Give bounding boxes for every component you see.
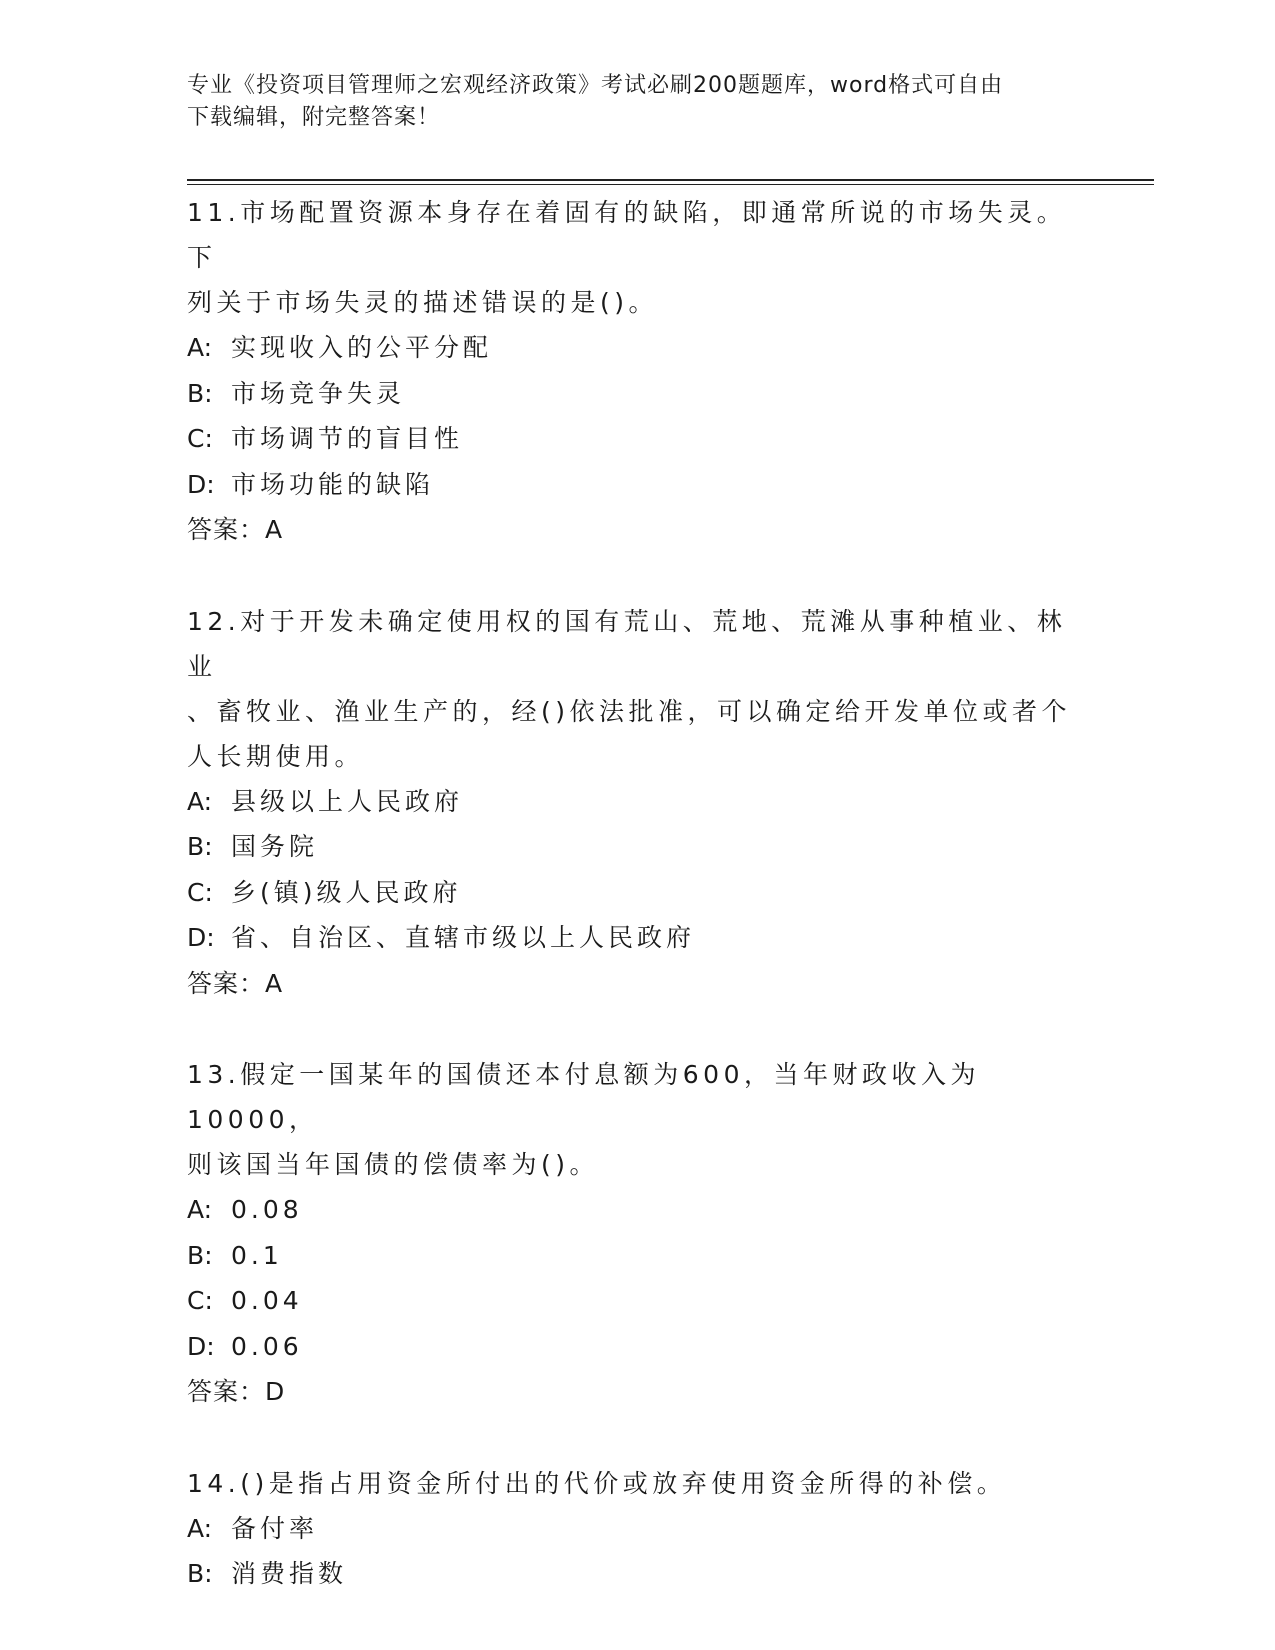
question-stem <box>187 599 1087 779</box>
option-text: 市场竞争失灵 <box>231 378 406 408</box>
answer-text: 答案：D <box>187 1377 286 1406</box>
option-label: C: <box>187 877 213 907</box>
option-label: B: <box>187 378 213 408</box>
option-label: A: <box>187 1513 213 1543</box>
question-stem <box>187 1052 1087 1187</box>
option-a <box>187 779 1087 825</box>
question-11 <box>187 190 1087 553</box>
option-label: C: <box>187 424 213 453</box>
option-text: 0.1 <box>231 1240 283 1270</box>
option-label: B: <box>187 1240 213 1270</box>
stem-line: 、畜牧业、渔业生产的，经()依法批准，可以确定给开发单位或者个 <box>187 696 1072 726</box>
option-text: 市场功能的缺陷 <box>231 469 435 499</box>
option-label: A: <box>187 333 213 362</box>
option-b <box>187 824 1087 870</box>
option-text: 国务院 <box>231 832 319 861</box>
option-text: 乡(镇)级人民政府 <box>231 877 462 907</box>
header-divider-thick <box>187 179 1154 181</box>
option-label: D: <box>187 1331 215 1361</box>
question-13 <box>187 1052 1087 1415</box>
option-a <box>187 1187 1087 1233</box>
option-a <box>187 1506 1087 1552</box>
header-divider-thin <box>187 184 1154 185</box>
option-b <box>187 1233 1087 1279</box>
option-d <box>187 915 1087 961</box>
stem-line: 14.()是指占用资金所付出的代价或放弃使用资金所得的补偿。 <box>187 1468 1007 1498</box>
option-text: 县级以上人民政府 <box>231 786 464 816</box>
option-label: B: <box>187 1559 213 1588</box>
option-b <box>187 1551 1087 1597</box>
header-line-2: 下载编辑，附完整答案！ <box>187 105 441 130</box>
option-text: 省、自治区、直辖市级以上人民政府 <box>231 923 696 952</box>
question-stem <box>187 1461 1087 1506</box>
option-label: D: <box>187 923 215 952</box>
option-a <box>187 325 1087 371</box>
option-label: D: <box>187 469 215 499</box>
option-text: 市场调节的盲目性 <box>231 424 464 453</box>
option-c <box>187 870 1087 916</box>
option-d <box>187 462 1087 508</box>
option-text: 0.06 <box>231 1331 303 1361</box>
stem-line: 列关于市场失灵的描述错误的是()。 <box>187 288 659 317</box>
option-text: 消费指数 <box>231 1559 348 1588</box>
stem-line: 人长期使用。 <box>187 741 365 771</box>
question-stem <box>187 190 1087 325</box>
question-12 <box>187 599 1087 1007</box>
answer-text: 答案：A <box>187 968 284 998</box>
option-c <box>187 1278 1087 1324</box>
option-text: 实现收入的公平分配 <box>231 333 493 362</box>
option-c <box>187 416 1087 462</box>
answer-text: 答案：A <box>187 515 284 544</box>
option-text: 0.04 <box>231 1286 303 1315</box>
stem-line: 11.市场配置资源本身存在着固有的缺陷，即通常所说的市场失灵。下 <box>187 198 1067 272</box>
stem-line: 12.对于开发未确定使用权的国有荒山、荒地、荒滩从事种植业、林业 <box>187 606 1067 681</box>
stem-line: 则该国当年国债的偿债率为()。 <box>187 1150 600 1179</box>
option-label: C: <box>187 1286 213 1315</box>
question-list <box>187 190 1087 1643</box>
header-line-1: 专业《投资项目管理师之宏观经济政策》考试必刷200题题库，word格式可自由 <box>187 73 1004 98</box>
option-d <box>187 1324 1087 1370</box>
stem-line: 13.假定一国某年的国债还本付息额为600，当年财政收入为10000， <box>187 1060 980 1134</box>
option-text: 0.08 <box>231 1195 303 1224</box>
option-label: B: <box>187 832 213 861</box>
option-text: 备付率 <box>231 1513 319 1543</box>
question-14 <box>187 1461 1087 1597</box>
option-label: A: <box>187 786 213 816</box>
option-label: A: <box>187 1195 213 1224</box>
document-header <box>187 70 1087 134</box>
option-b <box>187 371 1087 417</box>
